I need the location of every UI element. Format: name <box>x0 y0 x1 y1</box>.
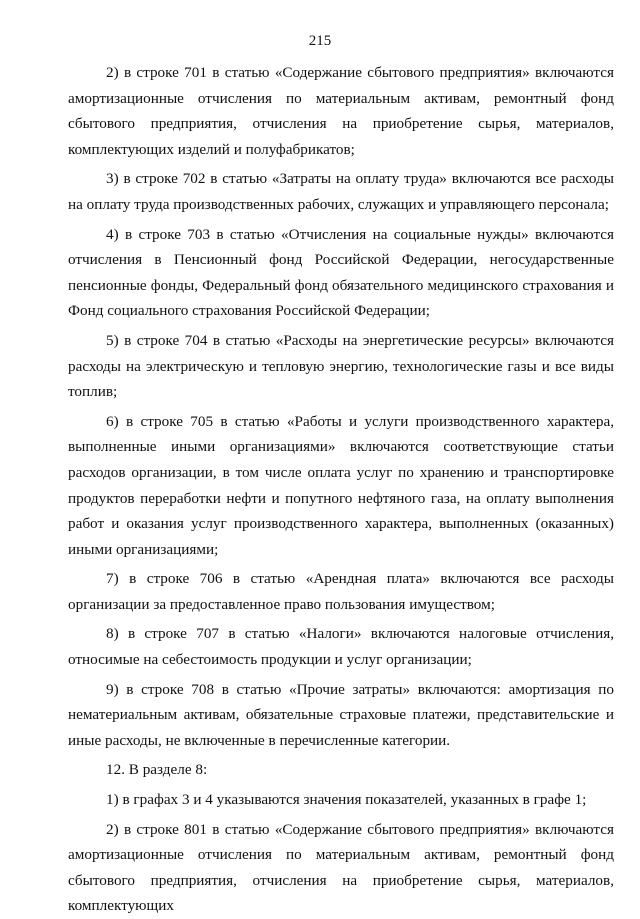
paragraph: 9) в строке 708 в статью «Прочие затраты» включаются: амортизация по нематериальным активам, обязательные страховые платежи, представительские и иные расходы, не включенные в перечисленные категории. <box>68 680 614 749</box>
paragraph: 2) в строке 701 в статью «Содержание сбытового предприятия» включаются амортизационные отчисления по материальным активам, ремонтный фонд сбытового предприятия, отчисления на приобретение сырья, материалов, комплектующих изделий и полуфабрикатов; <box>68 64 614 158</box>
paragraph: 5) в строке 704 в статью «Расходы на энергетические ресурсы» включаются расходы на электрическую и тепловую энергию, технологические газы и все виды топлив; <box>68 331 614 401</box>
paragraph: 7) в строке 706 в статью «Арендная плата» включаются все расходы организации за предоставленное право пользования имуществом; <box>68 570 614 613</box>
paragraph: 3) в строке 702 в статью «Затраты на оплату труда» включаются все расходы на оплату труда производственных рабочих, служащих и управляющего персонала; <box>68 170 614 213</box>
paragraph: 4) в строке 703 в статью «Отчисления на социальные нужды» включаются отчисления в Пенсионный фонд Российской Федерации, негосударственные пенсионные фонды, Федеральный фонд обязательного медицинского страхования и Фонд социального страхования Российской Федерации; <box>68 225 614 320</box>
paragraph: 1) в графах 3 и 4 указываются значения показателей, указанных в графе 1; <box>106 791 587 809</box>
page-number: 215 <box>308 33 332 49</box>
document-body <box>68 60 614 919</box>
paragraph: 6) в строке 705 в статью «Работы и услуги производственного характера, выполненные иными организациями» включаются соответствующие статьи расходов организации, в том числе оплата услуг по хранению и транспортировке продуктов переработки нефти и попутного нефтяного газа, на оплату выполнения работ и оказания услуг производственного характера, выполненных (оказанных) иными организациями; <box>68 412 614 558</box>
paragraph: 8) в строке 707 в статью «Налоги» включаются налоговые отчисления, относимые на себестоимость продукции и услуг организации; <box>68 625 614 669</box>
section-heading: 12. В разделе 8: <box>106 761 208 779</box>
paragraph: 2) в строке 801 в статью «Содержание сбытового предприятия» включаются амортизационные отчисления по материальным активам, ремонтный фонд сбытового предприятия, отчисления на приобретение сырья, материалов, комплектующих <box>68 820 614 915</box>
